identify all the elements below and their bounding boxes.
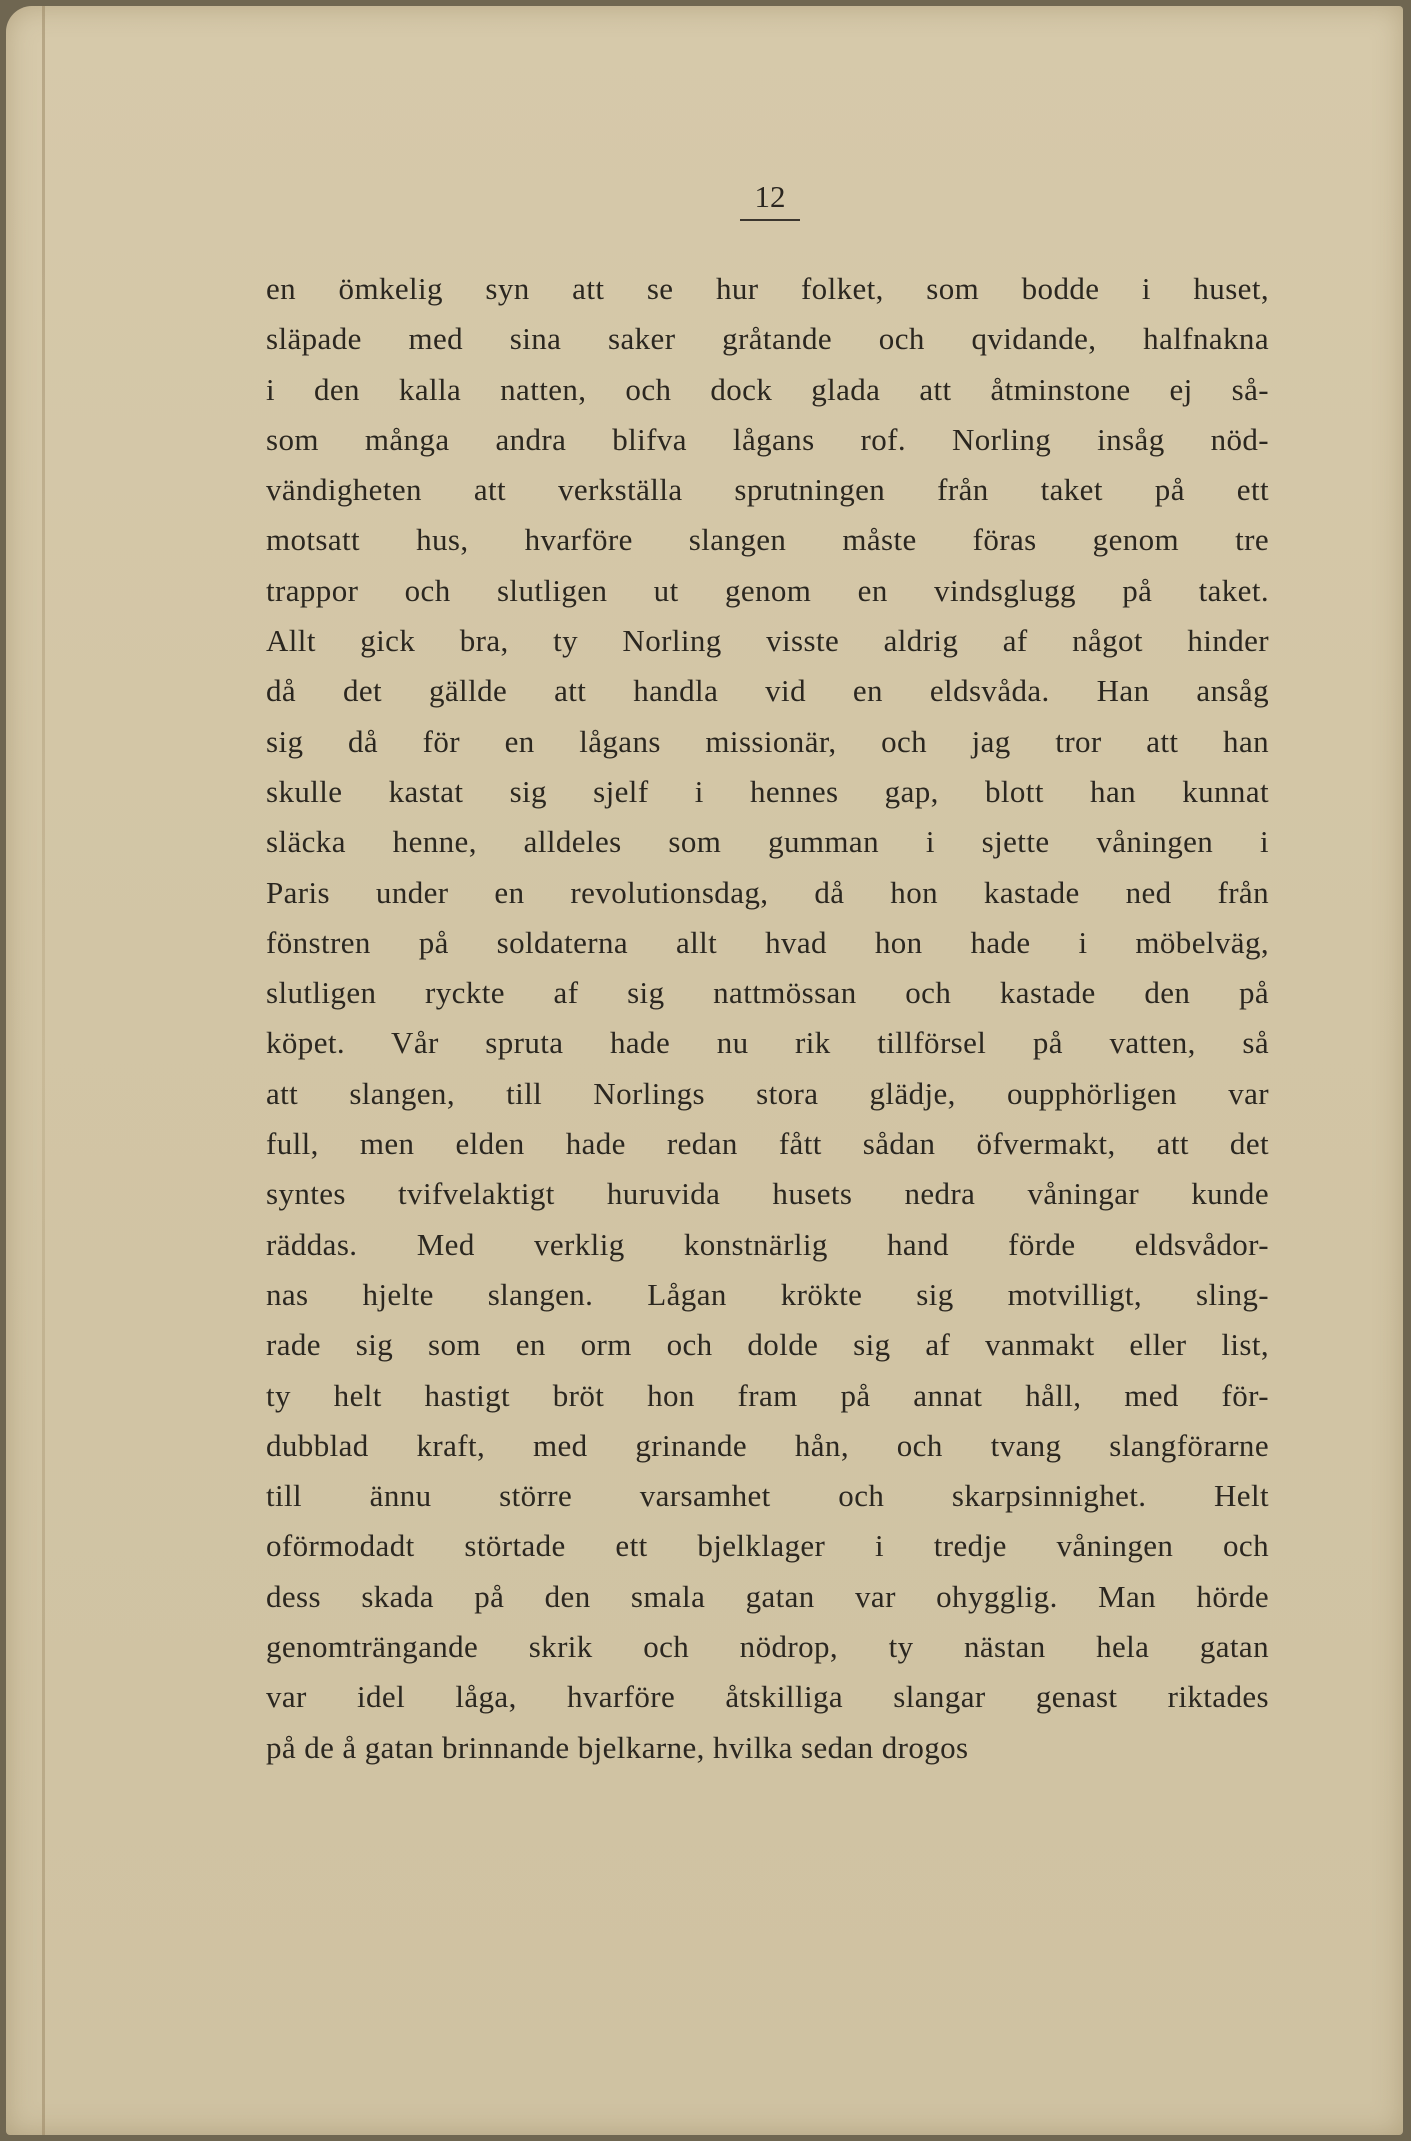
text-line: genomträngande skrik och nödrop, ty nästan hela gatan [266, 1629, 1269, 1665]
text-line: rade sig som en orm och dolde sig af vanmakt eller list, [266, 1327, 1269, 1363]
text-line: vändigheten att verkställa sprutningen från taket på ett [266, 472, 1269, 508]
text-line: Allt gick bra, ty Norling visste aldrig af något hinder [266, 623, 1269, 659]
page-number: 12 [740, 179, 800, 221]
text-line: som många andra blifva lågans rof. Norling insåg nöd- [266, 421, 1269, 457]
text-line: slutligen ryckte af sig nattmössan och kastade den på [266, 975, 1269, 1011]
text-line: att slangen, till Norlings stora glädje, oupphörligen var [266, 1075, 1269, 1111]
page-fold-shadow [42, 6, 45, 2135]
text-line: fönstren på soldaterna allt hvad hon hade i möbelväg, [266, 924, 1269, 960]
text-line: Paris under en revolutionsdag, då hon kastade ned från [266, 874, 1269, 910]
text-line: köpet. Vår spruta hade nu rik tillförsel på vatten, så [266, 1025, 1269, 1061]
text-line: trappor och slutligen ut genom en vindsglugg på taket. [266, 572, 1269, 608]
text-line: dess skada på den smala gatan var ohygglig. Man hörde [266, 1578, 1269, 1614]
text-line: skulle kastat sig sjelf i hennes gap, blott han kunnat [266, 773, 1269, 809]
text-line: var idel låga, hvarföre åtskilliga slangar genast riktades [266, 1679, 1269, 1715]
text-line: räddas. Med verklig konstnärlig hand förde eldsvådor- [266, 1226, 1269, 1262]
text-line: syntes tvifvelaktigt huruvida husets nedra våningar kunde [266, 1176, 1269, 1212]
text-line: släcka henne, alldeles som gumman i sjette våningen i [266, 824, 1269, 860]
text-line: sig då för en lågans missionär, och jag tror att han [266, 723, 1269, 759]
body-text [266, 264, 1269, 1773]
text-line: ty helt hastigt bröt hon fram på annat håll, med för- [266, 1377, 1269, 1413]
text-line: oförmodadt störtade ett bjelklager i tredje våningen och [266, 1528, 1269, 1564]
text-line: en ömkelig syn att se hur folket, som bodde i huset, [266, 271, 1269, 306]
book-page [6, 6, 1403, 2135]
text-line: på de å gatan brinnande bjelkarne, hvilka sedan drogos [266, 1729, 969, 1765]
text-line: nas hjelte slangen. Lågan krökte sig motvilligt, sling- [266, 1276, 1269, 1312]
text-line: i den kalla natten, och dock glada att åtminstone ej så- [266, 371, 1269, 407]
text-line: motsatt hus, hvarföre slangen måste föras genom tre [266, 522, 1269, 558]
text-line: full, men elden hade redan fått sådan öfvermakt, att det [266, 1126, 1269, 1162]
text-line: till ännu större varsamhet och skarpsinnighet. Helt [266, 1478, 1269, 1514]
text-line: dubblad kraft, med grinande hån, och tvang slangförarne [266, 1427, 1269, 1463]
text-line: släpade med sina saker gråtande och qvidande, halfnakna [266, 321, 1269, 357]
text-line: då det gällde att handla vid en eldsvåda. Han ansåg [266, 673, 1269, 709]
